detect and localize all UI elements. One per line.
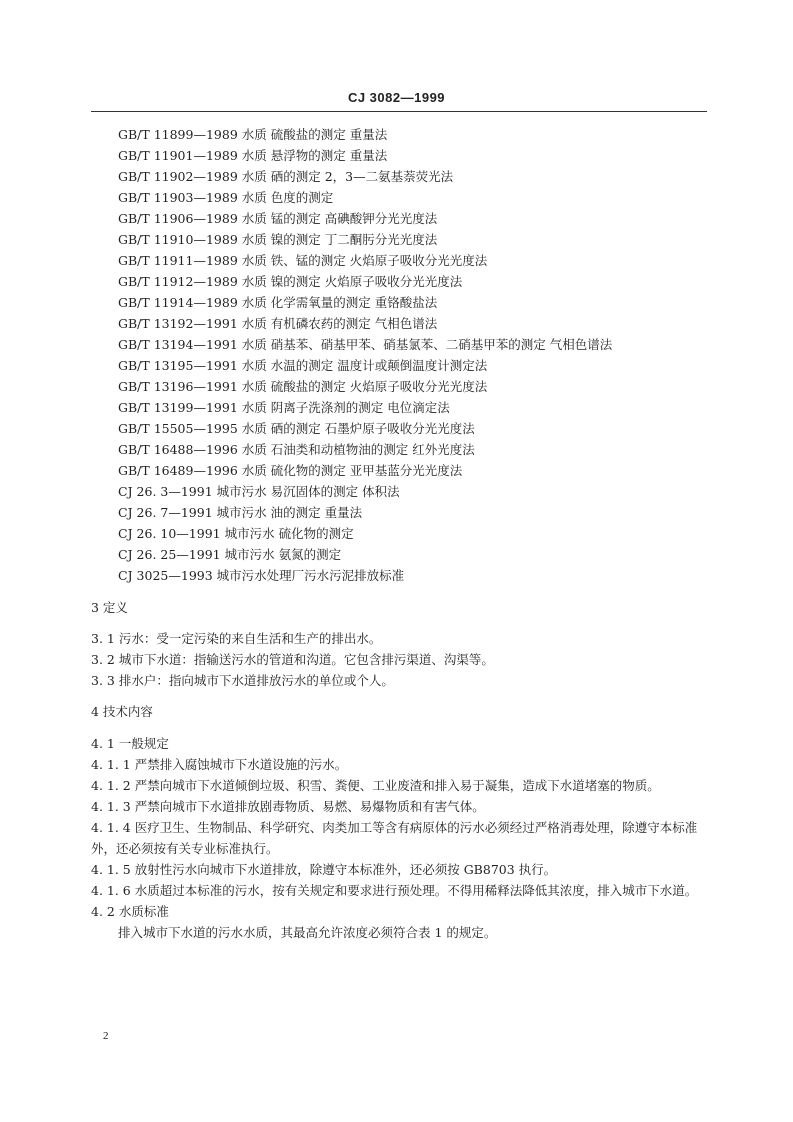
clause-4-1-6: 4. 1. 6 水质超过本标准的污水，按有关规定和要求进行预处理。不得用稀释法降低其浓度，排入城市下水道。 <box>91 883 698 898</box>
clause-4-1-4: 4. 1. 4 医疗卫生、生物制品、科学研究、肉类加工等含有病原体的污水必须经过严格消毒处理，除遵守本标准外，还必须按有关专业标准执行。 <box>91 820 698 856</box>
clause-4-1-5: 4. 1. 5 放射性污水向城市下水道排放，除遵守本标准外，还必须按 GB8703 执行。 <box>91 862 557 877</box>
reference-item: GB/T 11902—1989 水质 硒的测定 2，3—二氨基萘荧光法 <box>118 169 454 184</box>
reference-item: CJ 26. 3—1991 城市污水 易沉固体的测定 体积法 <box>118 484 400 499</box>
reference-item: CJ 26. 25—1991 城市污水 氨氮的测定 <box>118 547 342 562</box>
reference-item: GB/T 15505—1995 水质 硒的测定 石墨炉原子吸收分光光度法 <box>118 421 475 436</box>
reference-item: GB/T 11906—1989 水质 锰的测定 高碘酸钾分光光度法 <box>118 211 438 226</box>
section-3-clauses <box>91 628 707 691</box>
reference-item: GB/T 11899—1989 水质 硫酸盐的测定 重量法 <box>118 127 388 142</box>
clause-3-1: 3. 1 污水：受一定污染的来自生活和生产的排出水。 <box>91 631 382 646</box>
reference-item: GB/T 13192—1991 水质 有机磷农药的测定 气相色谱法 <box>118 316 438 331</box>
reference-item: GB/T 16488—1996 水质 石油类和动植物油的测定 红外光度法 <box>118 442 475 457</box>
clause-3-3: 3. 3 排水户：指向城市下水道排放污水的单位或个人。 <box>91 673 394 688</box>
clause-4-1-3: 4. 1. 3 严禁向城市下水道排放剧毒物质、易燃、易爆物质和有害气体。 <box>91 799 485 814</box>
reference-item: GB/T 11901—1989 水质 悬浮物的测定 重量法 <box>118 148 388 163</box>
reference-item: GB/T 13195—1991 水质 水温的测定 温度计或颠倒温度计测定法 <box>118 358 488 373</box>
reference-item: GB/T 16489—1996 水质 硫化物的测定 亚甲基蓝分光光度法 <box>118 463 463 478</box>
standard-number-header: CJ 3082—1999 <box>347 90 446 105</box>
reference-item: CJ 3025—1993 城市污水处理厂污水污泥排放标准 <box>118 568 405 583</box>
section-4-2-text: 排入城市下水道的污水水质，其最高允许浓度必须符合表 1 的规定。 <box>118 925 497 940</box>
clause-3-2: 3. 2 城市下水道：指输送污水的管道和沟道。它包含排污渠道、沟渠等。 <box>91 652 494 667</box>
reference-item: GB/T 11912—1989 水质 镍的测定 火焰原子吸收分光光度法 <box>118 274 463 289</box>
page-number: 2 <box>103 1030 109 1042</box>
section-4-2-heading: 4. 2 水质标准 <box>91 904 169 919</box>
reference-item: GB/T 11911—1989 水质 铁、锰的测定 火焰原子吸收分光光度法 <box>118 253 488 268</box>
section-4-1-heading: 4. 1 一般规定 <box>91 736 169 751</box>
reference-item: GB/T 13199—1991 水质 阴离子洗涤剂的测定 电位滴定法 <box>118 400 450 415</box>
section-3-heading: 3 定义 <box>91 600 128 615</box>
reference-item: GB/T 11903—1989 水质 色度的测定 <box>118 190 334 205</box>
reference-item: GB/T 13196—1991 水质 硫酸盐的测定 火焰原子吸收分光光度法 <box>118 379 488 394</box>
reference-item: GB/T 11914—1989 水质 化学需氧量的测定 重铬酸盐法 <box>118 295 438 310</box>
normative-reference-list <box>118 124 718 586</box>
clause-4-1-2: 4. 1. 2 严禁向城市下水道倾倒垃圾、积雪、粪便、工业废渣和排入易于凝集，造成下水道堵塞的物质。 <box>91 778 660 793</box>
reference-item: CJ 26. 7—1991 城市污水 油的测定 重量法 <box>118 505 363 520</box>
section-4-heading: 4 技术内容 <box>91 704 153 719</box>
section-4-body <box>91 733 707 943</box>
header-rule <box>91 111 707 112</box>
reference-item: GB/T 11910—1989 水质 镍的测定 丁二酮肟分光光度法 <box>118 232 438 247</box>
reference-item: GB/T 13194—1991 水质 硝基苯、硝基甲苯、硝基氯苯、二硝基甲苯的测定 气相色谱法 <box>118 337 613 352</box>
clause-4-1-1: 4. 1. 1 严禁排入腐蚀城市下水道设施的污水。 <box>91 757 348 772</box>
reference-item: CJ 26. 10—1991 城市污水 硫化物的测定 <box>118 526 354 541</box>
